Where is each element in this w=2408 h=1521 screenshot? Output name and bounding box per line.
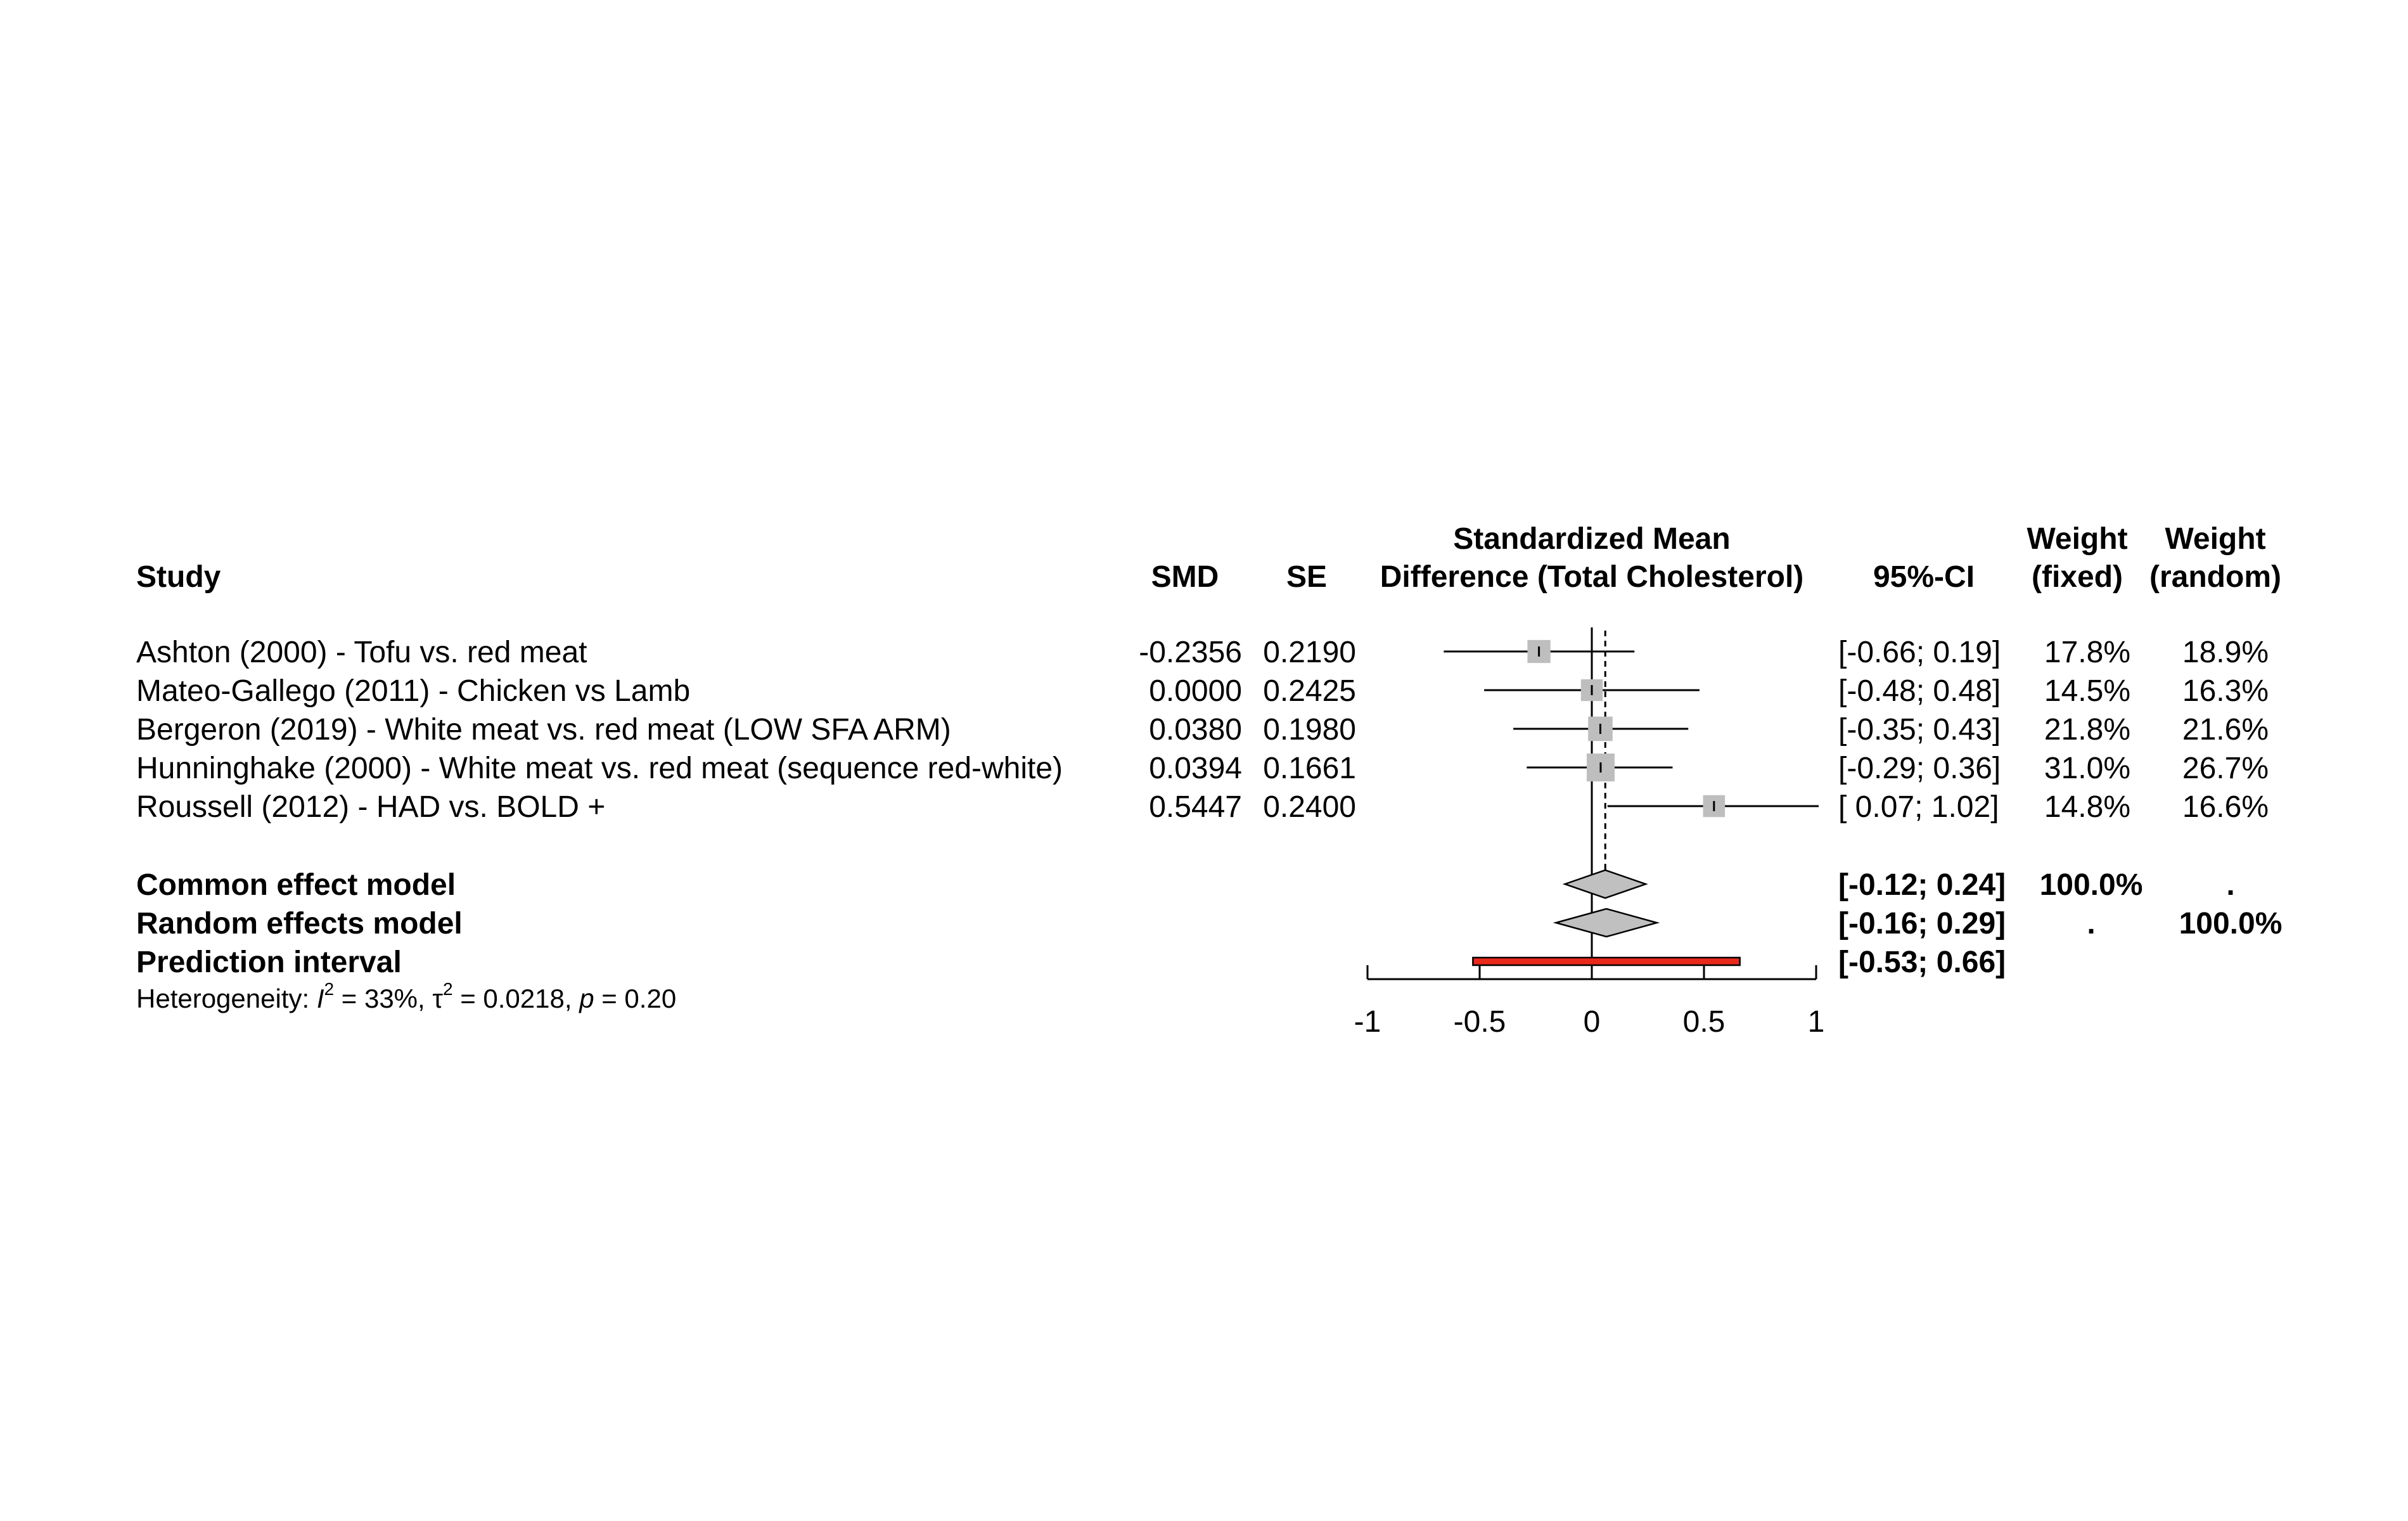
study-row (136, 752, 2269, 785)
summary-ci: [-0.16; 0.29] (1838, 907, 2006, 940)
study-se: 0.1980 (1263, 713, 1356, 747)
header-weight-fixed-line1: Weight (2027, 522, 2128, 556)
study-ci: [-0.48; 0.48] (1838, 674, 2001, 708)
study-label: Roussell (2012) - HAD vs. BOLD + (136, 790, 606, 824)
summary-row (136, 907, 2282, 940)
study-weight-random: 16.6% (2182, 790, 2269, 824)
summary-weight-fixed: 100.0% (2039, 868, 2143, 902)
summary-diamond (1565, 870, 1646, 898)
header-weight-random-line1: Weight (2165, 522, 2266, 556)
prediction-interval-bar (1473, 958, 1739, 965)
study-smd: 0.0380 (1149, 713, 1242, 747)
study-weight-fixed: 31.0% (2044, 752, 2130, 785)
header-smd: SMD (1151, 560, 1219, 594)
x-axis-tick-label: 1 (1807, 1005, 1825, 1039)
summary-label: Random effects model (136, 907, 463, 940)
column-headers (136, 522, 2281, 594)
study-smd: 0.5447 (1149, 790, 1242, 824)
study-se: 0.1661 (1263, 752, 1356, 785)
tau-symbol: τ (432, 984, 443, 1013)
prediction-ci: [-0.53; 0.66] (1838, 946, 2006, 979)
tau-value: = 0.0218, (452, 984, 580, 1013)
study-weight-random: 16.3% (2182, 674, 2269, 708)
x-axis (1354, 965, 1825, 1039)
study-label: Hunninghake (2000) - White meat vs. red meat (sequence red-white) (136, 752, 1063, 785)
summary-weight-fixed: . (2087, 907, 2096, 940)
study-se: 0.2190 (1263, 636, 1356, 669)
header-ci: 95%-CI (1873, 560, 1975, 594)
header-weight-random-line2: (random) (2149, 560, 2281, 594)
summary-diamond (1556, 909, 1656, 937)
study-row (136, 636, 2269, 669)
header-se: SE (1286, 560, 1328, 594)
study-smd: -0.2356 (1139, 636, 1242, 669)
summary-weight-random: . (2226, 868, 2235, 902)
header-plot-line1: Standardized Mean (1453, 522, 1731, 556)
summary-row (136, 868, 2235, 902)
study-weight-fixed: 17.8% (2044, 636, 2130, 669)
study-weight-random: 21.6% (2182, 713, 2269, 747)
x-axis-tick-label: 0 (1583, 1005, 1601, 1039)
study-se: 0.2400 (1263, 790, 1356, 824)
x-axis-tick-label: -0.5 (1453, 1005, 1506, 1039)
i2-value: = 33%, (334, 984, 433, 1013)
study-row (136, 713, 2269, 747)
study-ci: [-0.35; 0.43] (1838, 713, 2001, 747)
p-value: = 0.20 (594, 984, 677, 1013)
x-axis-tick-label: -1 (1354, 1005, 1381, 1039)
summary-rows (136, 868, 2282, 940)
study-weight-fixed: 14.5% (2044, 674, 2130, 708)
summary-label: Common effect model (136, 868, 456, 902)
heterogeneity-text (136, 979, 676, 1013)
summary-ci: [-0.12; 0.24] (1838, 868, 2006, 902)
study-weight-random: 18.9% (2182, 636, 2269, 669)
study-weight-fixed: 21.8% (2044, 713, 2130, 747)
study-rows (136, 636, 2269, 824)
study-smd: 0.0000 (1149, 674, 1242, 708)
study-ci: [ 0.07; 1.02] (1838, 790, 1999, 824)
study-se: 0.2425 (1263, 674, 1356, 708)
summary-weight-random: 100.0% (2179, 907, 2283, 940)
heterogeneity-prefix: Heterogeneity: (136, 984, 317, 1013)
study-label: Ashton (2000) - Tofu vs. red meat (136, 636, 587, 669)
i2-symbol: I (316, 984, 324, 1013)
prediction-row (136, 946, 2006, 979)
prediction-label: Prediction interval (136, 946, 402, 979)
i2-sup: 2 (324, 979, 335, 999)
study-ci: [-0.66; 0.19] (1838, 636, 2001, 669)
header-plot-line2: Difference (Total Cholesterol) (1380, 560, 1804, 594)
study-row (136, 674, 2269, 708)
study-smd: 0.0394 (1149, 752, 1242, 785)
header-study: Study (136, 560, 221, 594)
study-label: Mateo-Gallego (2011) - Chicken vs Lamb (136, 674, 691, 708)
study-ci: [-0.29; 0.36] (1838, 752, 2001, 785)
header-weight-fixed-line2: (fixed) (2032, 560, 2123, 594)
study-row (136, 790, 2269, 824)
tau-sup: 2 (442, 979, 453, 999)
study-weight-fixed: 14.8% (2044, 790, 2130, 824)
x-axis-tick-label: 0.5 (1682, 1005, 1726, 1039)
study-label: Bergeron (2019) - White meat vs. red meat (LOW SFA ARM) (136, 713, 951, 747)
p-symbol: p (579, 984, 594, 1013)
study-weight-random: 26.7% (2182, 752, 2269, 785)
